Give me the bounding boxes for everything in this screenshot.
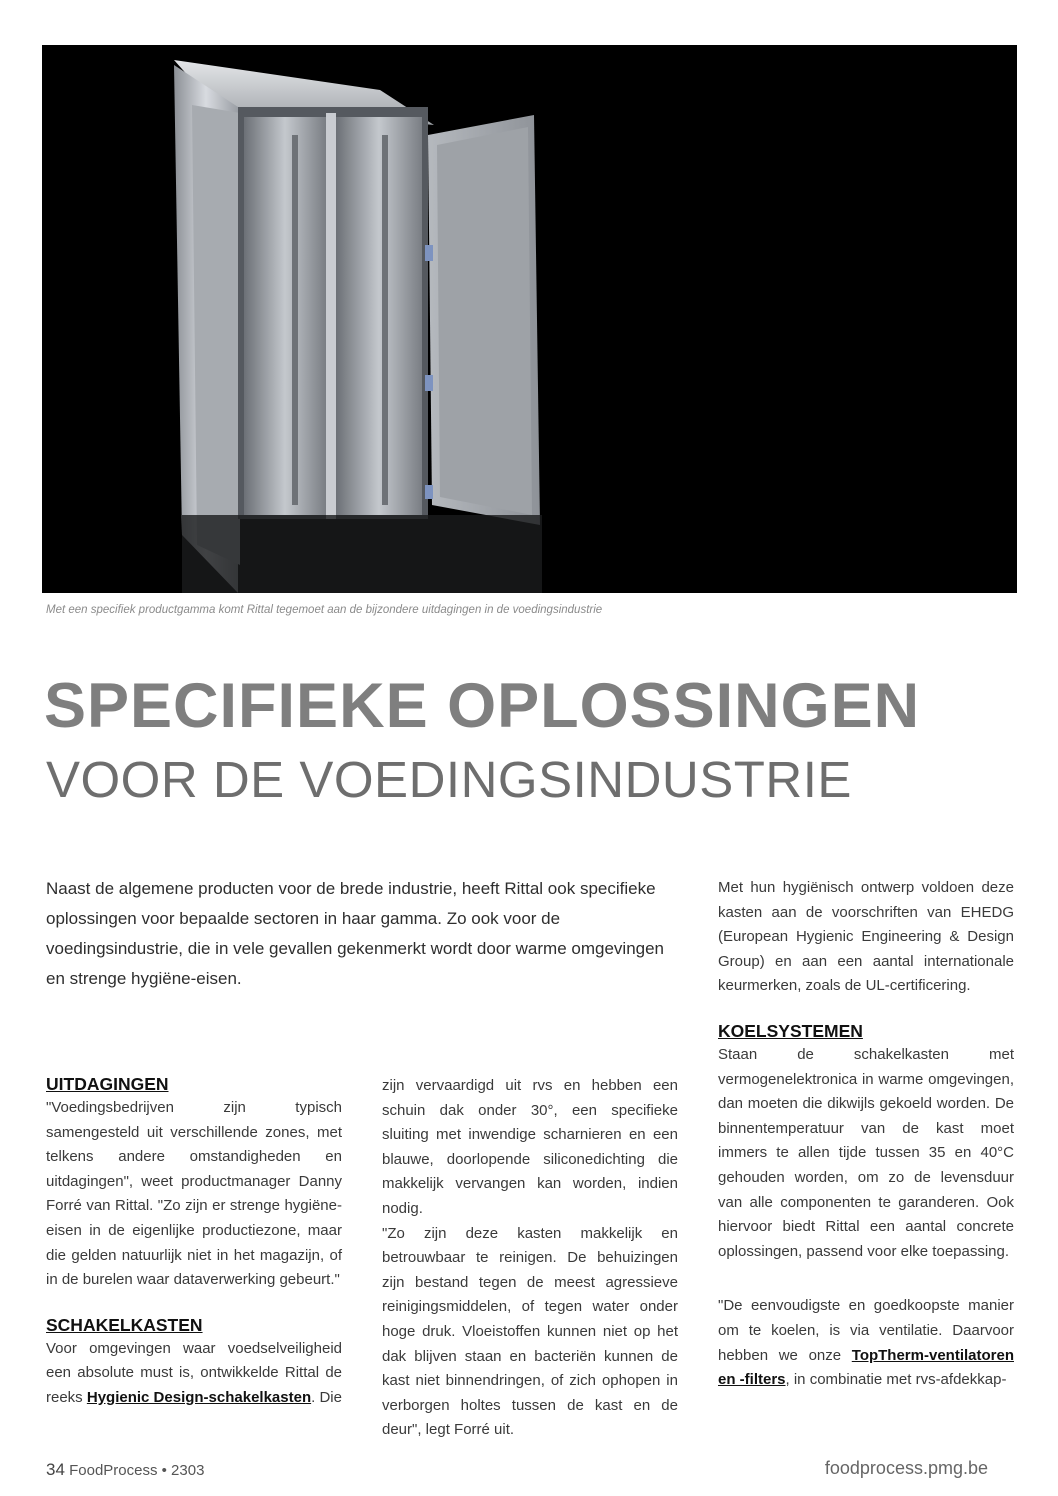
image-caption: Met een specifiek productgamma komt Rittal tegemoet aan de bijzondere uitdagingen in de voedingsindustrie [46, 604, 603, 616]
section-heading-koelsystemen: KOELSYSTEMEN [718, 1020, 863, 1041]
paragraph-ventilation [718, 1294, 1014, 1392]
paragraph-schakelkasten [46, 1337, 342, 1411]
article-column-1 [46, 1072, 342, 1411]
section-heading-uitdagingen: UITDAGINGEN [46, 1074, 169, 1094]
text-span: , in combinatie met rvs-afdekkap- [785, 1371, 1007, 1389]
text-span: Voor omgevingen waar voedselveiligheid een absolute must is, ontwikkelde Rittal de reeks [46, 1339, 342, 1406]
stainless-steel-enclosure-illustration [42, 45, 1017, 593]
product-link-hygienic-design[interactable]: Hygienic Design-schakelkasten [86, 1388, 312, 1406]
paragraph-continued: zijn vervaardigd uit rvs en hebben een schuin dak onder 30°, een specifieke sluiting met inwendige scharnieren en een blauwe, doorlopende siliconedichting die makkelijk vervangen kan worden, indien nodig. [382, 1077, 678, 1217]
paragraph-quote-cleaning: "Zo zijn deze kasten makkelijk en betrouwbaar te reinigen. De behuizingen zijn bestand tegen de meest agressieve reinigingsmiddelen, of tegen water onder hoge druk. Vloeistoffen kunnen niet op het dak blijven staan en bacteriën kunnen de kast niet binnendringen, of zich ophopen in verborgen holtes tussen de kast en de deur", legt Forré uit. [382, 1224, 678, 1439]
website-link[interactable]: foodprocess.pmg.be [824, 1458, 988, 1478]
product-link-toptherm[interactable]: TopTherm-ventilatoren en -filters [718, 1346, 1014, 1389]
publication-name: FoodProcess • 2303 [69, 1462, 205, 1479]
text-span: "De eenvoudigste en goedkoopste manier om te koelen, is via ventilatie. Daarvoor hebben we onze [718, 1297, 1014, 1364]
article-column-3 [718, 876, 1014, 1393]
paragraph-uitdagingen: "Voedingsbedrijven zijn typisch samengesteld uit verschillende zones, met telkens andere omstandigheden en uitdagingen", weet productmanager Danny Forré van Rittal. "Zo zijn er strenge hygiëne-eisen in de eigenlijke productiezone, maar die gelden natuurlijk niet in het magazijn, of in de burelen waar dataverwerking gebeurt." [46, 1099, 342, 1289]
intro-paragraph: Naast de algemene producten voor de brede industrie, heeft Rittal ook specifieke oplossingen voor bepaalde sectoren in haar gamma. Zo ook voor de voedingsindustrie, die in vele gevallen gekenmerkt wordt door warme omgevingen en strenge hygiëne-eisen. [46, 879, 665, 988]
page-title: SPECIFIEKE OPLOSSINGEN [44, 671, 921, 741]
article-column-2 [382, 1074, 678, 1443]
section-heading-schakelkasten: SCHAKELKASTEN [46, 1314, 203, 1335]
page-subtitle: VOOR DE VOEDINGSINDUSTRIE [46, 751, 852, 808]
paragraph-koelsystemen: Staan de schakelkasten met vermogenelektronica in warme omgevingen, dan moeten die dikwijls gekoeld worden. De binnentemperatuur van de kast moet immers te allen tijde tussen 35 en 40°C gehouden worden, om zo de levensduur van alle componenten te garanderen. Ook hiervoor biedt Rittal een aantal concrete oplossingen, passend voor elke toepassing. [718, 1045, 1014, 1260]
paragraph-ehedg: Met hun hygiënisch ontwerp voldoen deze kasten aan de voorschriften van EHEDG (European Hygienic Engineering & Design Group) en aan een aantal internationale keurmerken, zoals de UL-certificering. [718, 879, 1014, 995]
text-span: . Die [311, 1388, 342, 1406]
page-footer [46, 1460, 204, 1480]
page-number: 34 [46, 1460, 65, 1479]
hero-photo [42, 45, 1017, 593]
